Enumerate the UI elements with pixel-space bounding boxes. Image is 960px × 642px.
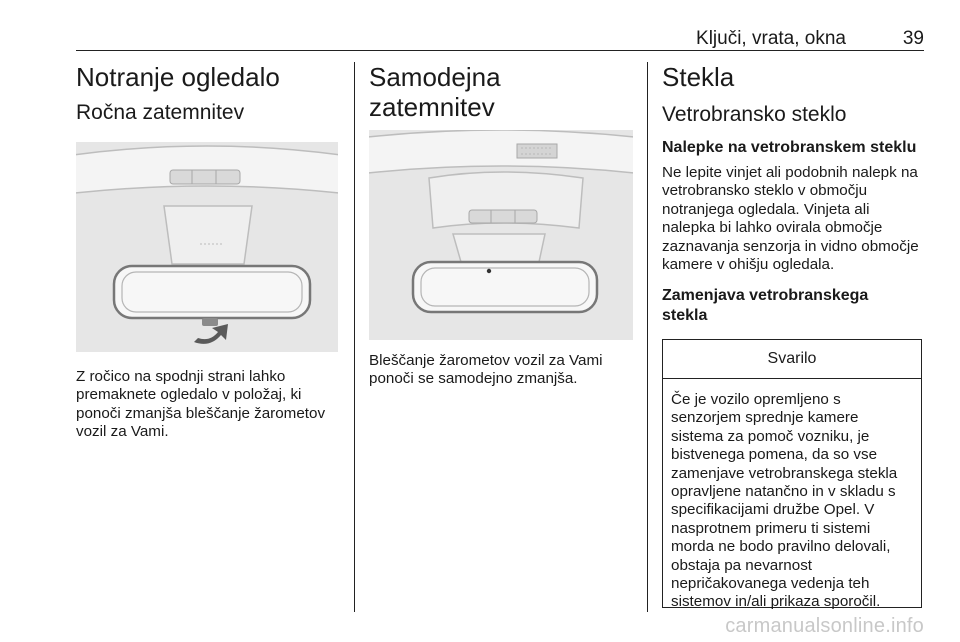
section-heading: Samodejna zatemnitev xyxy=(369,62,501,122)
auto-mirror-illustration xyxy=(369,130,633,340)
subsection-heading: Ročna zatemnitev xyxy=(76,101,245,124)
warning-box xyxy=(662,339,922,611)
section-heading: Stekla xyxy=(662,62,735,92)
mirror-drawing xyxy=(369,130,633,340)
warning-text: Če je vozilo opremljeno s senzorjem sprednje kamere sistema za pomoč vozniku, je bistvenega pomena, da so vse zamenjave vetrobranskega stekla opravljene natančno in v skladu s specifikacijami družbe Opel. V nasprotnem primeru ti sistemi morda ne bodo pravilno delovali, obstaja pa nevarnost nepričakovanega vedenja teh sistemov in/ali prikaza sporočil. xyxy=(671,391,898,611)
section-heading: Notranje ogledalo xyxy=(76,62,280,92)
page-number: 39 xyxy=(902,28,924,49)
column-windows xyxy=(662,62,924,326)
sticker-description: Ne lepite vinjet ali podobnih nalepk na vetrobransko steklo v območju notranjega ogledala. Vinjeta ali nalepka bi lahko ovirala območje zaznavanja senzorja in vidno območje kamere v ohišju ogledala. xyxy=(662,164,919,274)
column-manual-dimming xyxy=(76,62,338,442)
header-title: Ključi, vrata, okna xyxy=(696,28,846,49)
manual-mirror-illustration xyxy=(76,142,338,352)
watermark: carmanualsonline.info xyxy=(725,615,924,637)
mirror-drawing xyxy=(76,142,338,352)
topic-heading: Nalepke na vetrobranskem steklu xyxy=(662,139,917,156)
auto-dimming-description: Bleščanje žarometov vozil za Vami ponoči se samodejno zmanjša. xyxy=(369,352,603,388)
subsection-heading: Vetrobransko steklo xyxy=(662,103,847,126)
topic-heading: Zamenjava vetrobranskega stekla xyxy=(662,287,869,325)
page-header xyxy=(76,28,924,51)
column-auto-dimming xyxy=(369,62,633,389)
warning-title: Svarilo xyxy=(663,340,921,379)
column-divider xyxy=(647,62,648,612)
manual-dimming-description: Z ročico na spodnji strani lahko premaknete ogledalo v položaj, ki ponoči zmanjša bleščanje žarometov vozil za Vami. xyxy=(76,368,326,441)
column-divider xyxy=(354,62,355,612)
